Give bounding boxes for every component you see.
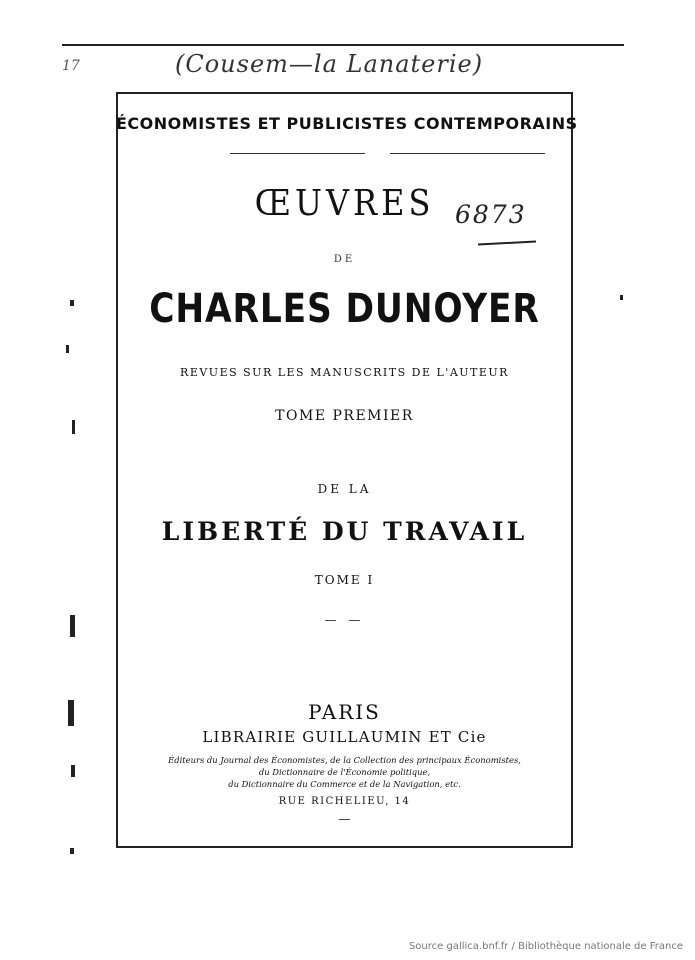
bottom-dash: — xyxy=(338,812,351,826)
scan-speck xyxy=(72,420,75,434)
margin-number: 17 xyxy=(62,58,80,74)
author-name: CHARLES DUNOYER xyxy=(149,286,540,332)
catalog-number: 6873 xyxy=(455,200,527,229)
editors-line-2: du Dictionnaire de l'Économie politique, xyxy=(258,767,431,777)
series-title: ÉCONOMISTES ET PUBLICISTES CONTEMPORAINS xyxy=(116,114,578,133)
scan-speck xyxy=(70,848,74,854)
scan-speck xyxy=(71,765,75,777)
separator-dashes: — — xyxy=(324,613,365,627)
editors-line-1: Éditeurs du Journal des Économistes, de la Collection des principaux Économistes, xyxy=(168,755,521,765)
top-rule xyxy=(62,44,624,46)
work-title: LIBERTÉ DU TRAVAIL xyxy=(161,517,528,546)
rule-right xyxy=(390,153,545,154)
source-credit: Source gallica.bnf.fr / Bibliothèque nationale de France xyxy=(408,941,683,952)
de-label: DE xyxy=(333,254,356,265)
revues-line: REVUES SUR LES MANUSCRITS DE L'AUTEUR xyxy=(180,366,509,379)
publisher: LIBRAIRIE GUILLAUMIN ET Cie xyxy=(202,728,487,746)
editors-line-3: du Dictionnaire du Commerce et de la Navigation, etc. xyxy=(228,779,461,789)
de-la-label: DE LA xyxy=(317,482,372,496)
address: RUE RICHELIEU, 14 xyxy=(278,796,411,807)
scan-speck xyxy=(68,700,74,726)
scan-speck xyxy=(70,300,74,306)
oeuvres-heading: ŒUVRES xyxy=(254,182,435,224)
tome-premier: TOME PREMIER xyxy=(275,408,414,424)
scan-speck xyxy=(66,345,69,353)
scan-speck xyxy=(620,295,623,300)
rule-left xyxy=(230,153,365,154)
city: PARIS xyxy=(308,700,381,724)
scan-speck xyxy=(70,615,75,637)
tome-number: TOME I xyxy=(314,573,375,587)
handwritten-note: (Cousem—la Lanaterie) xyxy=(175,50,484,78)
